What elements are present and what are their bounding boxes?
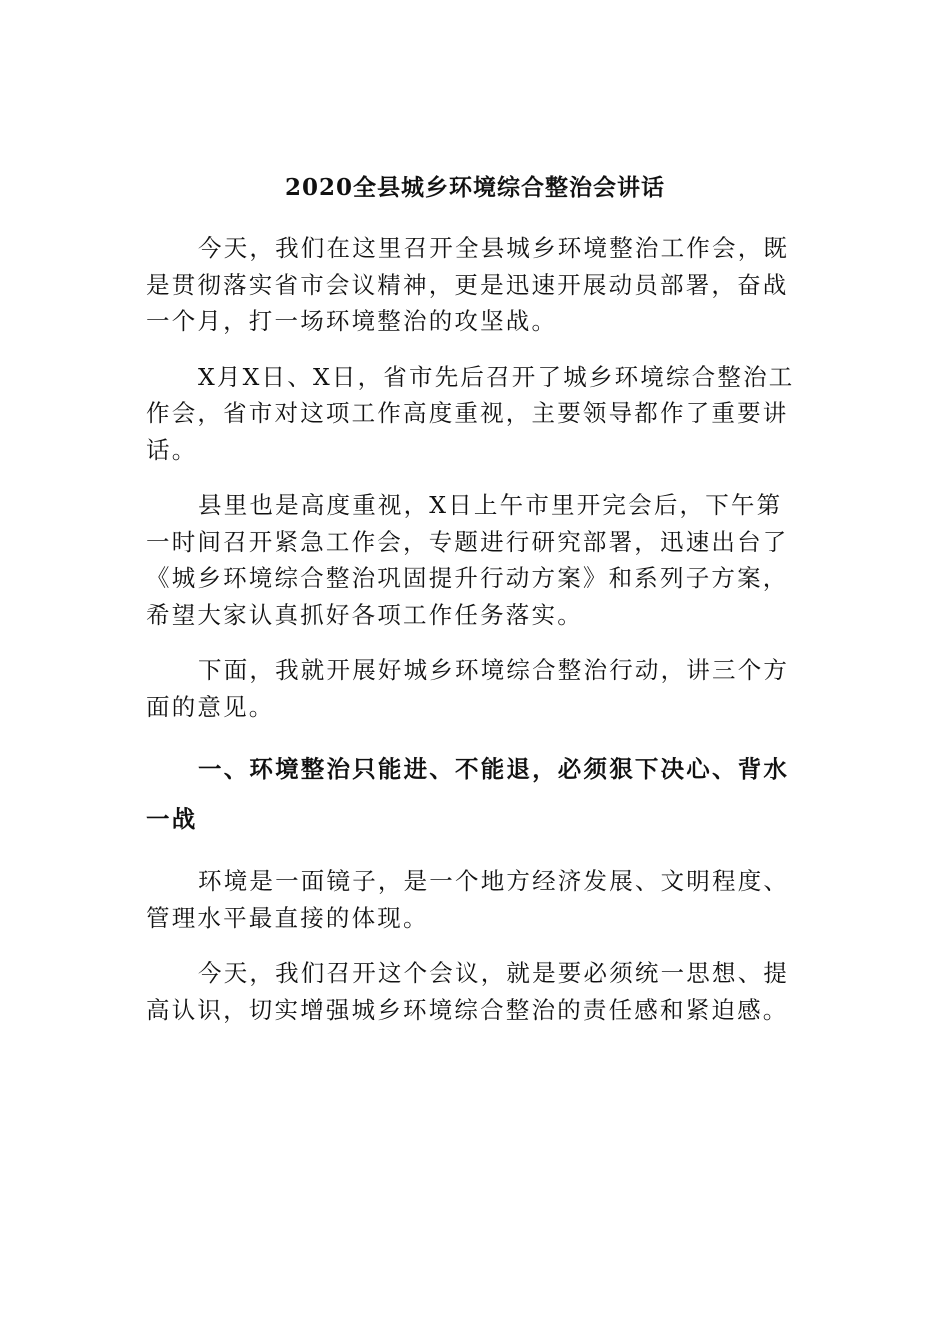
paragraph-5: 环境是一面镜子，是一个地方经济发展、文明程度、管理水平最直接的体现。 — [146, 867, 790, 932]
document-title: 2020全县城乡环境综合整治会讲话 — [284, 174, 665, 201]
paragraph-2: X月X日、X日，省市先后召开了城乡环境综合整治工作会，省市对这项工作高度重视，主要领导都作了重要讲话。 — [146, 362, 795, 464]
document-body — [146, 230, 806, 1028]
paragraph-3: 县里也是高度重视，X日上午市里开完会后，下午第一时间召开紧急工作会，专题进行研究部署，迅速出台了《城乡环境综合整治巩固提升行动方案》和系列子方案，希望大家认真抓好各项工作任务落实。 — [146, 491, 789, 629]
paragraph-1: 今天，我们在这里召开全县城乡环境整治工作会，既是贯彻落实省市会议精神，更是迅速开展动员部署，奋战一个月，打一场环境整治的攻坚战。 — [146, 234, 790, 335]
paragraph-6: 今天，我们召开这个会议，就是要必须统一思想、提高认识，切实增强城乡环境综合整治的责任感和紧迫感。 — [146, 959, 790, 1024]
section-heading-1: 一、环境整治只能进、不能退，必须狠下决心、背水一战 — [146, 755, 790, 833]
paragraph-4: 下面，我就开展好城乡环境综合整治行动，讲三个方面的意见。 — [146, 656, 790, 721]
